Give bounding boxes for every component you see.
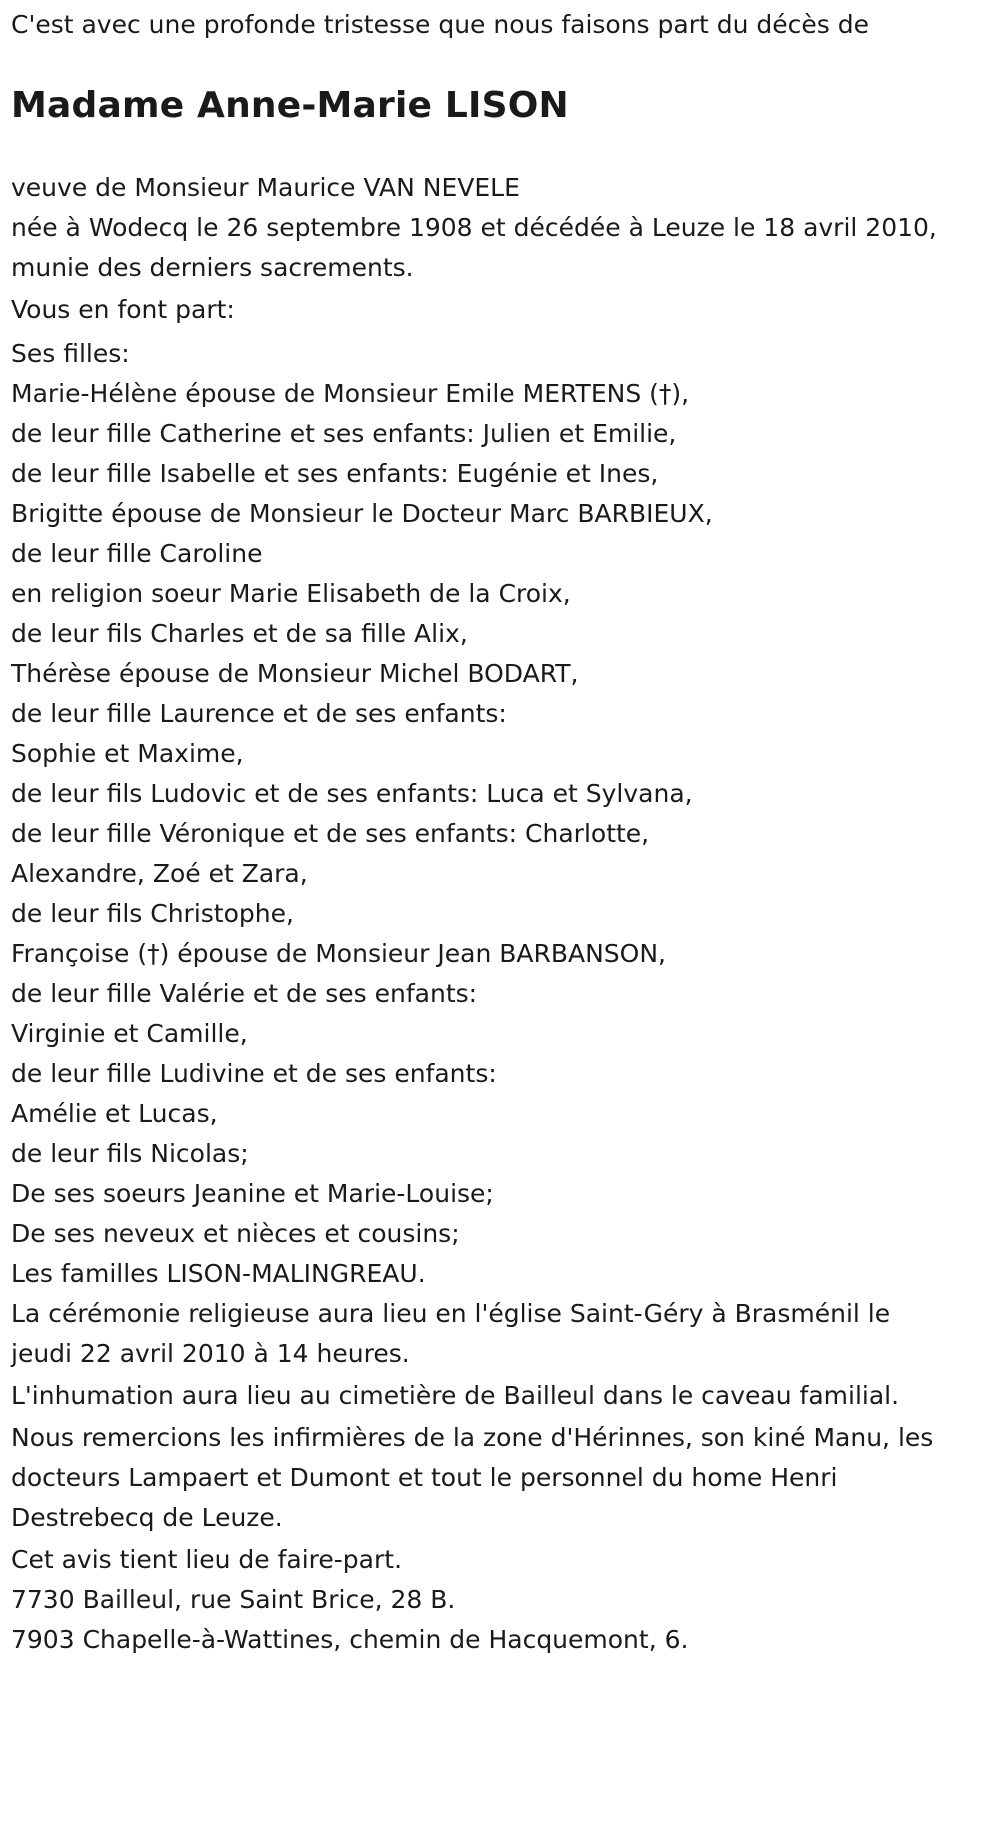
intro-text: C'est avec une profonde tristesse que nous faisons part du décès de bbox=[11, 10, 870, 39]
ceremony-line: jeudi 22 avril 2010 à 14 heures. bbox=[11, 1339, 410, 1368]
family-line: de leur fils Christophe, bbox=[11, 899, 294, 928]
family-line: de leur fille Caroline bbox=[11, 539, 263, 568]
birth-death-line: munie des derniers sacrements. bbox=[11, 253, 414, 282]
thanks-line: Nous remercions les infirmières de la zone d'Hérinnes, son kiné Manu, les bbox=[11, 1423, 934, 1452]
thanks-line: docteurs Lampaert et Dumont et tout le personnel du home Henri bbox=[11, 1463, 838, 1492]
family-line: Virginie et Camille, bbox=[11, 1019, 248, 1048]
family-line: Françoise (†) épouse de Monsieur Jean BARBANSON, bbox=[11, 939, 667, 968]
family-line: Sophie et Maxime, bbox=[11, 739, 244, 768]
family-line: de leur fils Charles et de sa fille Alix, bbox=[11, 619, 468, 648]
family-line: de leur fils Nicolas; bbox=[11, 1139, 249, 1168]
family-line: Alexandre, Zoé et Zara, bbox=[11, 859, 308, 888]
deceased-name: Madame Anne-Marie LISON bbox=[11, 85, 569, 126]
thanks-line: Destrebecq de Leuze. bbox=[11, 1503, 283, 1532]
notice-text: Cet avis tient lieu de faire-part. bbox=[11, 1545, 403, 1574]
thanks-paragraph bbox=[11, 1418, 996, 1538]
family-line: en religion soeur Marie Elisabeth de la Croix, bbox=[11, 579, 571, 608]
widow-of-text: veuve de Monsieur Maurice VAN NEVELE bbox=[11, 173, 520, 202]
burial-text: L'inhumation aura lieu au cimetière de Bailleul dans le caveau familial. bbox=[11, 1381, 900, 1410]
family-line: De ses neveux et nièces et cousins; bbox=[11, 1219, 460, 1248]
family-line: de leur fille Ludivine et de ses enfants: bbox=[11, 1059, 497, 1088]
family-line: de leur fille Valérie et de ses enfants: bbox=[11, 979, 478, 1008]
family-line: de leur fille Catherine et ses enfants: Julien et Emilie, bbox=[11, 419, 677, 448]
family-line: de leur fils Ludovic et de ses enfants: Luca et Sylvana, bbox=[11, 779, 693, 808]
birth-death-line: née à Wodecq le 26 septembre 1908 et décédée à Leuze le 18 avril 2010, bbox=[11, 213, 937, 242]
announcers-heading: Vous en font part: bbox=[11, 295, 235, 324]
obituary-notice bbox=[11, 0, 996, 1660]
ceremony-paragraph bbox=[11, 1294, 996, 1374]
family-line: Amélie et Lucas, bbox=[11, 1099, 218, 1128]
ceremony-line: La cérémonie religieuse aura lieu en l'église Saint-Géry à Brasménil le bbox=[11, 1299, 891, 1328]
family-line: de leur fille Laurence et de ses enfants: bbox=[11, 699, 507, 728]
birth-death-paragraph bbox=[11, 208, 996, 288]
family-line: de leur fille Isabelle et ses enfants: Eugénie et Ines, bbox=[11, 459, 659, 488]
family-line: Thérèse épouse de Monsieur Michel BODART, bbox=[11, 659, 579, 688]
family-line: Les familles LISON-MALINGREAU. bbox=[11, 1259, 426, 1288]
family-line: De ses soeurs Jeanine et Marie-Louise; bbox=[11, 1179, 494, 1208]
family-line: Brigitte épouse de Monsieur le Docteur Marc BARBIEUX, bbox=[11, 499, 713, 528]
family-list bbox=[11, 334, 996, 1294]
family-line: Ses filles: bbox=[11, 339, 130, 368]
address-line: 7903 Chapelle-à-Wattines, chemin de Hacquemont, 6. bbox=[11, 1625, 689, 1654]
family-line: de leur fille Véronique et de ses enfants: Charlotte, bbox=[11, 819, 650, 848]
address-line: 7730 Bailleul, rue Saint Brice, 28 B. bbox=[11, 1585, 456, 1614]
addresses-block bbox=[11, 1580, 996, 1660]
family-line: Marie-Hélène épouse de Monsieur Emile MERTENS (†), bbox=[11, 379, 690, 408]
